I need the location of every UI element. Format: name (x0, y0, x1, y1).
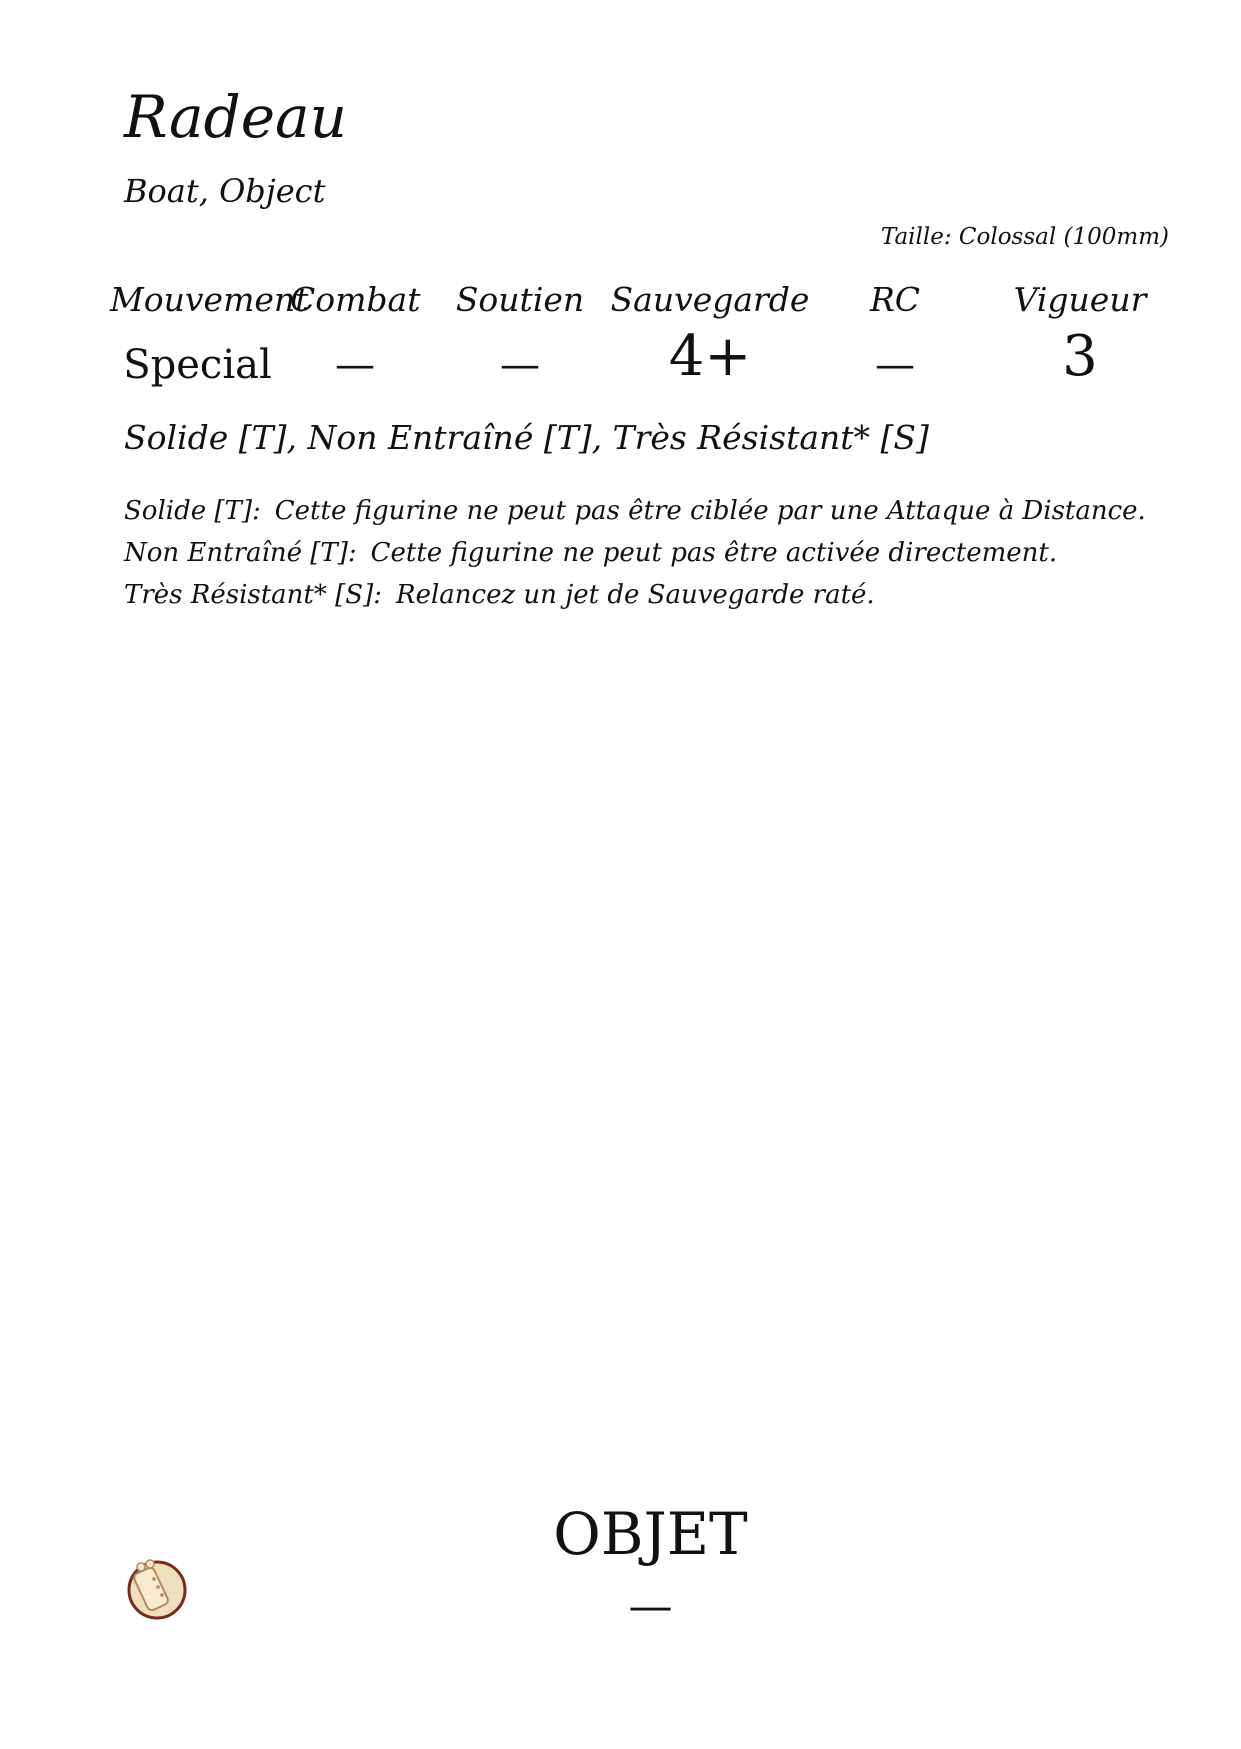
stat-label: RC (869, 280, 921, 319)
traits-summary: Solide [T], Non Entraîné [T], Très Résistant* [S] (124, 418, 929, 457)
stat-label: Soutien (455, 280, 585, 319)
footer-value: — (628, 1581, 673, 1632)
stat-table (110, 280, 1170, 400)
rule-name: Non Entraîné [T]: (124, 538, 357, 568)
stat-vigor (990, 280, 1170, 389)
stat-label: Sauvegarde (610, 280, 810, 319)
stat-value: — (500, 342, 540, 388)
stat-save (610, 280, 810, 389)
stat-value: 4+ (668, 324, 752, 389)
footer-label: OBJET (553, 1500, 748, 1568)
card-title: Radeau (124, 83, 347, 151)
rule-name: Solide [T]: (124, 496, 261, 526)
stat-value: — (875, 342, 915, 388)
stat-label: Combat (290, 280, 421, 319)
rule-item (124, 532, 1146, 574)
rules-list (124, 490, 1146, 616)
rule-text: Relancez un jet de Sauvegarde raté. (396, 580, 875, 610)
stat-combat (290, 280, 420, 390)
stat-movement (110, 280, 309, 390)
stat-value: Special (123, 342, 272, 388)
stat-support (455, 280, 585, 390)
rule-item (124, 490, 1146, 532)
rule-text: Cette figurine ne peut pas être activée directement. (370, 538, 1058, 568)
rule-name: Très Résistant* [S]: (124, 580, 382, 610)
stat-value: 3 (1062, 324, 1098, 389)
stat-label: Mouvement (110, 280, 309, 319)
stat-value: — (335, 342, 375, 388)
size-label: Taille: Colossal (100mm) (880, 224, 1169, 250)
card-keywords: Boat, Object (124, 172, 326, 210)
rule-item (124, 574, 1146, 616)
stat-rc (850, 280, 940, 390)
rule-text: Cette figurine ne peut pas être ciblée par une Attaque à Distance. (274, 496, 1146, 526)
stat-label: Vigueur (1013, 280, 1147, 319)
